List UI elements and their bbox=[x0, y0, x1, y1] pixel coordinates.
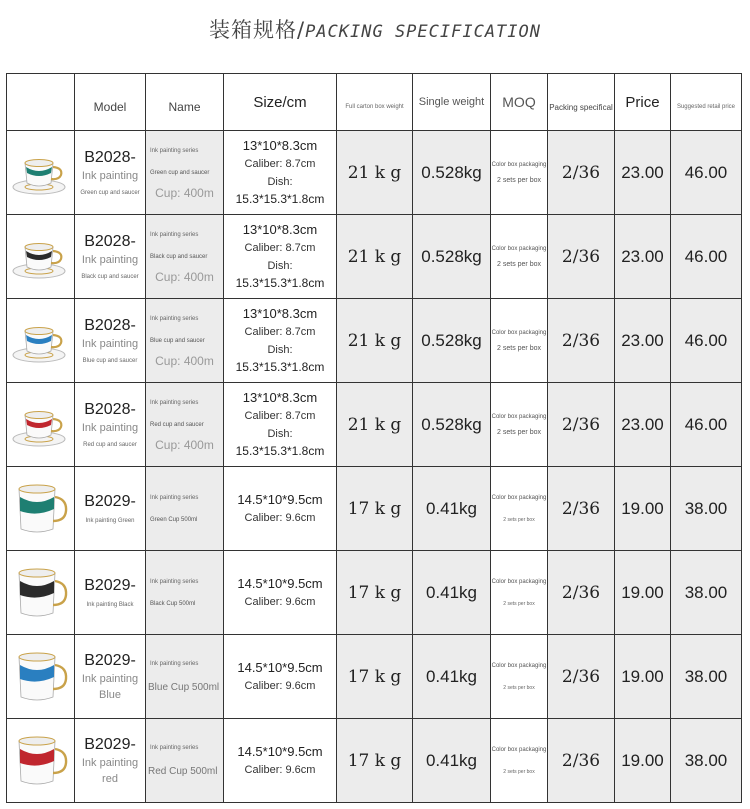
packing-cell: 2/36 bbox=[548, 551, 615, 635]
name-cell bbox=[146, 551, 224, 635]
series-label: Ink painting series bbox=[150, 578, 199, 585]
table-row bbox=[7, 299, 742, 383]
model-cell bbox=[75, 383, 146, 467]
single-weight-cell: 0.528kg bbox=[413, 215, 491, 299]
product-image-cell bbox=[7, 551, 75, 635]
size-dimensions: 14.5*10*9.5cm bbox=[237, 659, 323, 675]
moq-packaging: Color box packaging bbox=[491, 245, 547, 252]
header-size: Size/cm bbox=[224, 74, 337, 131]
product-name: Red Cup 500ml bbox=[148, 766, 218, 777]
series-label: Ink painting series bbox=[150, 147, 199, 154]
carton-weight-cell: 21 k g bbox=[337, 131, 413, 215]
size-cell bbox=[224, 551, 337, 635]
retail-price-cell: 38.00 bbox=[671, 635, 742, 719]
size-caliber: Caliber: 8.7cm bbox=[244, 326, 316, 338]
moq-cell bbox=[491, 131, 548, 215]
table-row bbox=[7, 635, 742, 719]
product-name: Green Cup 500ml bbox=[150, 516, 198, 523]
moq-cell bbox=[491, 383, 548, 467]
title-en: PACKING SPECIFICATION bbox=[305, 22, 541, 42]
single-weight-cell: 0.528kg bbox=[413, 299, 491, 383]
model-cell bbox=[75, 131, 146, 215]
size-caliber: Caliber: 8.7cm bbox=[244, 242, 316, 254]
header-retail-price: Suggested retail price bbox=[671, 74, 742, 131]
single-weight-cell: 0.41kg bbox=[413, 719, 491, 803]
moq-sets: 2 sets per box bbox=[497, 176, 541, 184]
model-code: B2029- bbox=[84, 735, 136, 753]
table-row bbox=[7, 551, 742, 635]
price-cell: 23.00 bbox=[615, 131, 671, 215]
name-cell bbox=[146, 383, 224, 467]
name-cell bbox=[146, 719, 224, 803]
model-code: B2029- bbox=[84, 492, 136, 510]
name-cell bbox=[146, 467, 224, 551]
moq-sets: 2 sets per box bbox=[503, 516, 535, 523]
packing-cell: 2/36 bbox=[548, 131, 615, 215]
size-cell bbox=[224, 215, 337, 299]
moq-cell bbox=[491, 719, 548, 803]
size-dimensions: 13*10*8.3cm bbox=[242, 222, 318, 237]
product-image-cell bbox=[7, 215, 75, 299]
model-cell bbox=[75, 467, 146, 551]
model-cell bbox=[75, 719, 146, 803]
cup-and-saucer-image bbox=[11, 401, 71, 449]
mug-image bbox=[11, 565, 71, 621]
product-image-cell bbox=[7, 299, 75, 383]
moq-packaging: Color box packaging bbox=[491, 494, 547, 501]
price-cell: 19.00 bbox=[615, 551, 671, 635]
name-cell bbox=[146, 131, 224, 215]
carton-weight-cell: 17 k g bbox=[337, 719, 413, 803]
model-desc: Ink painting Green bbox=[85, 517, 135, 524]
moq-sets: 2 sets per box bbox=[497, 260, 541, 268]
model-cell bbox=[75, 551, 146, 635]
table-row bbox=[7, 215, 742, 299]
model-desc: Ink painting Black bbox=[86, 601, 134, 608]
moq-packaging: Color box packaging bbox=[491, 578, 547, 585]
carton-weight-cell: 17 k g bbox=[337, 467, 413, 551]
size-cell bbox=[224, 383, 337, 467]
carton-weight-cell: 17 k g bbox=[337, 635, 413, 719]
size-cell bbox=[224, 467, 337, 551]
cup-and-saucer-image bbox=[11, 149, 71, 197]
series-label: Ink painting series bbox=[150, 399, 199, 406]
model-code: B2028- bbox=[84, 400, 136, 418]
header-moq: MOQ bbox=[491, 74, 548, 131]
model-code: B2029- bbox=[84, 576, 136, 594]
size-caliber: Caliber: 9.6cm bbox=[244, 595, 316, 608]
moq-packaging: Color box packaging bbox=[491, 161, 547, 168]
retail-price-cell: 46.00 bbox=[671, 383, 742, 467]
product-name: Blue Cup 500ml bbox=[148, 682, 220, 693]
price-cell: 19.00 bbox=[615, 467, 671, 551]
dish-label: Dish: bbox=[267, 344, 293, 356]
product-image-cell bbox=[7, 635, 75, 719]
packing-cell: 2/36 bbox=[548, 383, 615, 467]
header-name: Name bbox=[146, 74, 224, 131]
series-label: Ink painting series bbox=[150, 745, 199, 751]
header-model: Model bbox=[75, 74, 146, 131]
size-cell bbox=[224, 131, 337, 215]
moq-cell bbox=[491, 467, 548, 551]
retail-price-cell: 46.00 bbox=[671, 215, 742, 299]
size-dimensions: 14.5*10*9.5cm bbox=[237, 743, 323, 759]
single-weight-cell: 0.41kg bbox=[413, 635, 491, 719]
model-desc: Black cup and saucer bbox=[81, 273, 139, 280]
product-name: Black Cup 500ml bbox=[150, 600, 196, 607]
model-cell bbox=[75, 635, 146, 719]
page-title bbox=[0, 14, 750, 44]
table-row bbox=[7, 719, 742, 803]
series-label: Ink painting series bbox=[150, 315, 199, 322]
size-caliber: Caliber: 9.6cm bbox=[244, 763, 316, 776]
series-label: Ink painting series bbox=[150, 661, 199, 667]
packing-cell: 2/36 bbox=[548, 299, 615, 383]
table-row bbox=[7, 131, 742, 215]
carton-weight-cell: 21 k g bbox=[337, 215, 413, 299]
product-image-cell bbox=[7, 383, 75, 467]
retail-price-cell: 46.00 bbox=[671, 131, 742, 215]
model-desc: Red cup and saucer bbox=[83, 441, 137, 448]
single-weight-cell: 0.528kg bbox=[413, 383, 491, 467]
size-caliber: Caliber: 9.6cm bbox=[244, 679, 316, 692]
retail-price-cell: 46.00 bbox=[671, 299, 742, 383]
model-cell bbox=[75, 299, 146, 383]
model-subtitle: Ink painting bbox=[81, 169, 139, 182]
moq-packaging: Color box packaging bbox=[491, 329, 547, 336]
product-image-cell bbox=[7, 719, 75, 803]
size-caliber: Caliber: 9.6cm bbox=[244, 511, 316, 524]
name-cell bbox=[146, 215, 224, 299]
cup-and-saucer-image bbox=[11, 317, 71, 365]
moq-packaging: Color box packaging bbox=[491, 662, 547, 669]
size-dimensions: 14.5*10*9.5cm bbox=[237, 491, 323, 507]
size-cell bbox=[224, 719, 337, 803]
dish-label: Dish: bbox=[267, 428, 293, 440]
product-image-cell bbox=[7, 467, 75, 551]
cup-capacity: Cup: 400m bbox=[155, 437, 214, 452]
header-image bbox=[7, 74, 75, 131]
single-weight-cell: 0.41kg bbox=[413, 467, 491, 551]
series-label: Ink painting series bbox=[150, 231, 199, 238]
price-cell: 19.00 bbox=[615, 635, 671, 719]
model-cell bbox=[75, 215, 146, 299]
size-caliber: Caliber: 8.7cm bbox=[244, 410, 316, 422]
single-weight-cell: 0.528kg bbox=[413, 131, 491, 215]
name-cell bbox=[146, 635, 224, 719]
model-desc: Blue cup and saucer bbox=[82, 357, 138, 364]
mug-image bbox=[11, 649, 71, 705]
model-code: B2029- bbox=[84, 651, 136, 669]
dish-dimensions: 15.3*15.3*1.8cm bbox=[235, 444, 325, 458]
size-cell bbox=[224, 635, 337, 719]
moq-sets: 2 sets per box bbox=[503, 600, 535, 607]
size-dimensions: 14.5*10*9.5cm bbox=[237, 575, 323, 591]
moq-sets: 2 sets per box bbox=[497, 344, 541, 352]
name-cell bbox=[146, 299, 224, 383]
single-weight-cell: 0.41kg bbox=[413, 551, 491, 635]
carton-weight-cell: 21 k g bbox=[337, 299, 413, 383]
product-name: Blue cup and saucer bbox=[150, 337, 205, 344]
carton-weight-cell: 21 k g bbox=[337, 383, 413, 467]
cup-and-saucer-image bbox=[11, 233, 71, 281]
product-name: Black cup and saucer bbox=[150, 253, 208, 260]
model-subtitle: Ink painting bbox=[81, 337, 139, 350]
model-desc: Green cup and saucer bbox=[80, 189, 140, 196]
packing-cell: 2/36 bbox=[548, 719, 615, 803]
cup-capacity: Cup: 400m bbox=[155, 269, 214, 284]
product-name: Green cup and saucer bbox=[150, 169, 210, 176]
packing-cell: 2/36 bbox=[548, 467, 615, 551]
price-cell: 19.00 bbox=[615, 719, 671, 803]
retail-price-cell: 38.00 bbox=[671, 719, 742, 803]
moq-cell bbox=[491, 299, 548, 383]
dish-label: Dish: bbox=[267, 260, 293, 272]
model-code: B2028- bbox=[84, 232, 136, 250]
moq-cell bbox=[491, 551, 548, 635]
price-cell: 23.00 bbox=[615, 383, 671, 467]
moq-packaging: Color box packaging bbox=[491, 413, 547, 420]
price-cell: 23.00 bbox=[615, 215, 671, 299]
packing-spec-table bbox=[6, 73, 742, 803]
model-subtitle: Ink painting Blue bbox=[81, 672, 139, 701]
dish-dimensions: 15.3*15.3*1.8cm bbox=[235, 192, 325, 206]
cup-capacity: Cup: 400m bbox=[155, 185, 214, 200]
size-dimensions: 13*10*8.3cm bbox=[242, 138, 318, 153]
dish-dimensions: 15.3*15.3*1.8cm bbox=[235, 276, 325, 290]
mug-image bbox=[11, 733, 71, 789]
moq-sets: 2 sets per box bbox=[497, 428, 541, 436]
model-subtitle: Ink painting bbox=[81, 253, 139, 266]
series-label: Ink painting series bbox=[150, 494, 199, 501]
model-subtitle: Ink painting red bbox=[81, 756, 139, 785]
retail-price-cell: 38.00 bbox=[671, 467, 742, 551]
size-caliber: Caliber: 8.7cm bbox=[244, 158, 316, 170]
header-row bbox=[7, 74, 742, 131]
size-dimensions: 13*10*8.3cm bbox=[242, 306, 318, 321]
title-zh: 装箱规格/ bbox=[208, 18, 306, 42]
moq-sets: 2 sets per box bbox=[503, 768, 535, 775]
dish-label: Dish: bbox=[267, 176, 293, 188]
dish-dimensions: 15.3*15.3*1.8cm bbox=[235, 360, 325, 374]
product-image-cell bbox=[7, 131, 75, 215]
table-row bbox=[7, 467, 742, 551]
size-dimensions: 13*10*8.3cm bbox=[242, 390, 318, 405]
model-code: B2028- bbox=[84, 316, 136, 334]
packing-cell: 2/36 bbox=[548, 635, 615, 719]
table-row bbox=[7, 383, 742, 467]
product-name: Red cup and saucer bbox=[150, 421, 204, 428]
mug-image bbox=[11, 481, 71, 537]
price-cell: 23.00 bbox=[615, 299, 671, 383]
carton-weight-cell: 17 k g bbox=[337, 551, 413, 635]
header-price: Price bbox=[615, 74, 671, 131]
packing-cell: 2/36 bbox=[548, 215, 615, 299]
moq-packaging: Color box packaging bbox=[491, 746, 547, 753]
size-cell bbox=[224, 299, 337, 383]
cup-capacity: Cup: 400m bbox=[155, 353, 214, 368]
moq-sets: 2 sets per box bbox=[503, 684, 535, 691]
moq-cell bbox=[491, 215, 548, 299]
moq-cell bbox=[491, 635, 548, 719]
model-code: B2028- bbox=[84, 148, 136, 166]
model-subtitle: Ink painting bbox=[81, 421, 139, 434]
header-packing: Packing specifical bbox=[548, 74, 615, 131]
retail-price-cell: 38.00 bbox=[671, 551, 742, 635]
header-carton-weight: Full carton box weight bbox=[337, 74, 413, 131]
header-single-weight: Single weight bbox=[413, 74, 491, 131]
